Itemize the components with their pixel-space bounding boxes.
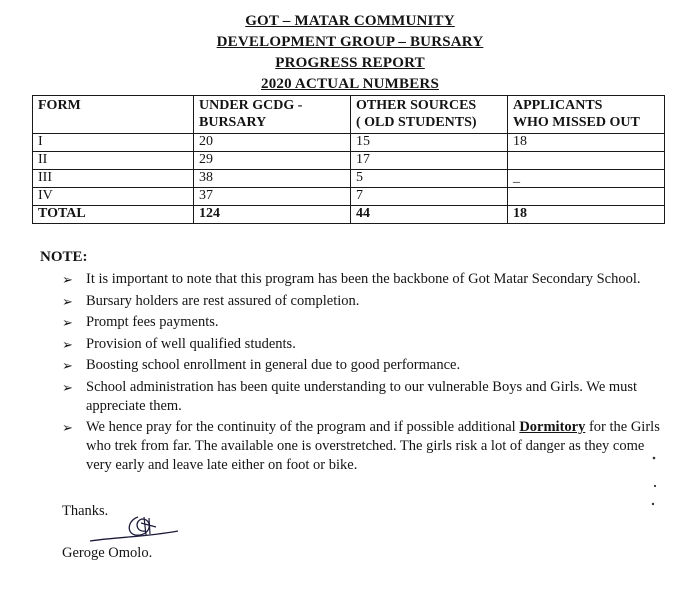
title-line-1: GOT – MATAR COMMUNITY	[245, 13, 455, 29]
total-other: 44	[351, 206, 508, 224]
cell-other: 15	[351, 134, 508, 152]
signer-name: Geroge Omolo.	[62, 545, 153, 561]
arrow-bullet-icon: ➢	[62, 420, 73, 435]
note-text: It is important to note that this program has been the backbone of Got Matar Secondary School.	[86, 271, 641, 287]
note-text: Prompt fees payments.	[86, 314, 219, 330]
bursary-table	[32, 95, 665, 224]
arrow-bullet-icon: ➢	[62, 293, 73, 309]
table-row	[33, 188, 665, 206]
note-text: Provision of well qualified students.	[86, 335, 296, 352]
cell-missed: _	[508, 170, 665, 188]
cell-form: I	[33, 134, 194, 152]
note-text: School administration has been quite understanding to our vulnerable Boys and Girls. We must appreciate them.	[86, 378, 638, 414]
dormitory-emphasis: Dormitory	[519, 419, 586, 435]
list-item	[62, 270, 662, 289]
cell-form: IV	[33, 188, 194, 206]
title-line-2: DEVELOPMENT GROUP – BURSARY	[216, 34, 484, 50]
total-missed: 18	[508, 206, 665, 224]
cell-form: III	[33, 170, 194, 188]
list-item	[62, 356, 662, 375]
cell-gcdg: 20	[194, 134, 351, 152]
signature-mark	[86, 513, 186, 547]
list-item	[62, 292, 662, 311]
list-item	[62, 335, 662, 354]
header-other-line-2: ( OLD STUDENTS)	[356, 115, 477, 130]
table-row	[33, 134, 665, 152]
scan-specks	[648, 452, 660, 512]
title-line-4: 2020 ACTUAL NUMBERS	[261, 76, 439, 92]
cell-missed	[508, 188, 665, 206]
cell-missed	[508, 152, 665, 170]
arrow-bullet-icon: ➢	[62, 336, 73, 352]
cell-other: 17	[351, 152, 508, 170]
cell-gcdg: 37	[194, 188, 351, 206]
cell-form: II	[33, 152, 194, 170]
total-label: TOTAL	[33, 206, 194, 224]
arrow-bullet-icon: ➢	[62, 358, 73, 373]
note-heading: NOTE:	[40, 249, 88, 265]
header-other-line-1: OTHER SOURCES	[356, 98, 477, 113]
total-gcdg: 124	[194, 206, 351, 224]
cell-other: 7	[351, 188, 508, 206]
table-header-row	[33, 96, 665, 134]
header-form	[33, 96, 194, 134]
arrow-bullet-icon: ➢	[62, 272, 73, 287]
thanks-text: Thanks.	[62, 503, 109, 519]
table-row	[33, 152, 665, 170]
cell-gcdg: 38	[194, 170, 351, 188]
header-gcdg-line-2: BURSARY	[199, 115, 267, 130]
header-gcdg	[194, 96, 351, 134]
cell-gcdg: 29	[194, 152, 351, 170]
cell-other: 5	[351, 170, 508, 188]
list-item	[62, 418, 662, 475]
header-applicants-line-2: WHO MISSED OUT	[513, 115, 640, 130]
arrow-bullet-icon: ➢	[62, 315, 73, 330]
table-row	[33, 170, 665, 188]
list-item	[62, 378, 662, 416]
header-applicants-line-1: APPLICANTS	[513, 98, 603, 113]
arrow-bullet-icon: ➢	[62, 379, 73, 395]
note-text: Boosting school enrollment in general due to good performance.	[86, 357, 461, 373]
note-text-after: for the Girls who trek from far. The available one is overstretched. The girls risk a lot of danger as they come very early and leave late either on foot or bike.	[86, 419, 660, 473]
list-item	[62, 313, 662, 332]
notes-list	[62, 270, 662, 478]
title-line-3: PROGRESS REPORT	[275, 55, 425, 71]
note-text: Bursary holders are rest assured of completion.	[86, 292, 360, 309]
note-text-before: We hence pray for the continuity of the program and if possible additional	[86, 419, 520, 435]
table-total-row	[33, 206, 665, 224]
header-form-line-1: FORM	[38, 98, 81, 113]
header-applicants	[508, 96, 665, 134]
header-other-sources	[351, 96, 508, 134]
header-gcdg-line-1: UNDER GCDG -	[199, 98, 303, 113]
cell-missed: 18	[508, 134, 665, 152]
